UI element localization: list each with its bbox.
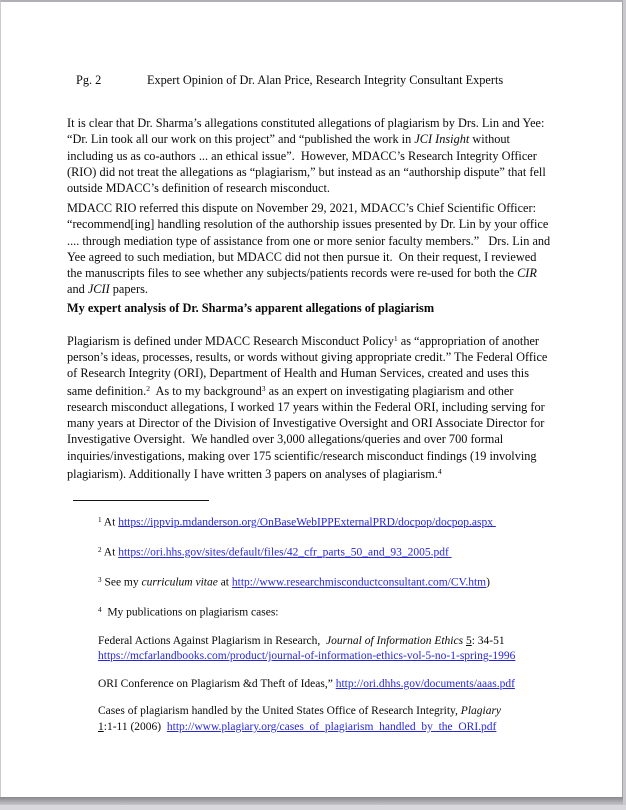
text-run: See my bbox=[101, 576, 142, 589]
page-header bbox=[76, 72, 622, 88]
text-run: MDACC RIO referred this dispute on November 29, 2021, MDACC’s Chief Scientific Officer: bbox=[67, 201, 537, 216]
text-run: 5 bbox=[465, 634, 472, 647]
text-run: :1-11 (2006) bbox=[103, 720, 167, 733]
text-run: : 34-51 bbox=[471, 634, 505, 647]
text-line bbox=[67, 448, 622, 464]
text-run: as “appropriation of another bbox=[397, 333, 540, 348]
text-run: “recommend[ing] handling resolution of the authorship issues presented by Dr. Lin by your office bbox=[67, 217, 549, 232]
text-line bbox=[67, 464, 622, 482]
hyperlink[interactable]: http://www.plagiary.org/cases_of_plagiarism_handled_by_the_ORI.pdf bbox=[166, 720, 497, 733]
text-run: the manuscripts files to see whether any subjects/patients records were re-used for both the bbox=[67, 266, 518, 281]
text-run: (RIO) did not treat the allegations as “plagiarism,” but instead as an “authorship dispute” that fell bbox=[67, 164, 546, 179]
text-line bbox=[98, 543, 622, 561]
footnote-marker: 1 bbox=[98, 515, 102, 524]
footnote-marker: 3 bbox=[261, 384, 266, 394]
hyperlink[interactable]: http://www.researchmisconductconsultant.com/CV.htm bbox=[231, 576, 487, 589]
text-run: CIR bbox=[517, 266, 537, 281]
publication-2 bbox=[98, 677, 622, 693]
paragraph-expert-background bbox=[67, 331, 622, 482]
text-run: “Dr. Lin took all our work on this project” and “published the work in bbox=[67, 132, 415, 147]
text-line bbox=[98, 704, 622, 720]
publication-1 bbox=[98, 634, 622, 665]
text-run: Plagiarism is defined under MDACC Research Misconduct Policy bbox=[67, 333, 394, 348]
hyperlink[interactable]: https://mcfarlandbooks.com/product/journal-of-information-ethics-vol-5-no-1-spring-1996 bbox=[98, 650, 516, 663]
hyperlink[interactable]: https://ippvip.mdanderson.org/OnBaseWebIPPExternalPRD/docpop/docpop.aspx bbox=[118, 516, 496, 529]
text-run: same definition. bbox=[67, 383, 147, 398]
text-run: and bbox=[67, 282, 88, 297]
document-title: Expert Opinion of Dr. Alan Price, Research Integrity Consultant Experts bbox=[147, 73, 504, 87]
text-line bbox=[67, 300, 622, 316]
footnote-3 bbox=[98, 573, 622, 591]
text-run: My publications on plagiarism cases: bbox=[101, 606, 279, 619]
text-line bbox=[67, 331, 622, 349]
text-line bbox=[67, 148, 622, 164]
text-run: At bbox=[101, 546, 119, 559]
hyperlink[interactable]: http://ori.dhhs.gov/documents/aaas.pdf bbox=[335, 677, 515, 690]
text-run: 1 bbox=[98, 720, 104, 733]
text-line bbox=[67, 349, 622, 365]
page-number: Pg. 2 bbox=[76, 73, 102, 87]
text-line bbox=[98, 573, 622, 591]
publication-3 bbox=[98, 704, 622, 735]
text-line bbox=[98, 720, 622, 736]
footnote-marker: 2 bbox=[146, 384, 151, 394]
text-run: Federal Actions Against Plagiarism in Research, bbox=[98, 634, 327, 647]
text-run: papers. bbox=[109, 282, 148, 297]
hyperlink[interactable]: https://ori.hhs.gov/sites/default/files/42_cfr_parts_50_and_93_2005.pdf bbox=[118, 546, 452, 559]
text-line bbox=[67, 115, 622, 131]
text-line bbox=[67, 431, 622, 447]
text-run: outside MDACC’s definition of research misconduct. bbox=[67, 181, 330, 196]
footnote-marker: 3 bbox=[98, 576, 102, 585]
text-line bbox=[67, 415, 622, 431]
text-run: person’s ideas, processes, results, or words without giving appropriate credit.” The Federal Office bbox=[67, 349, 548, 364]
text-line bbox=[67, 365, 622, 381]
text-run: as an expert on investigating plagiarism and other bbox=[265, 383, 514, 398]
footnote-4 bbox=[98, 603, 622, 621]
text-line bbox=[98, 677, 622, 693]
footnote-1 bbox=[98, 513, 622, 531]
page-bottom-shadow bbox=[0, 797, 623, 805]
document-body bbox=[67, 115, 622, 735]
text-run: JCII bbox=[87, 282, 110, 297]
text-line bbox=[67, 233, 622, 249]
text-run: As to my background bbox=[150, 383, 262, 398]
text-line bbox=[98, 634, 622, 650]
text-run: .... through mediation type of assistance from one or more senior faculty members.” Drs. Lin and bbox=[67, 233, 551, 248]
text-run: Journal of Information Ethics bbox=[326, 634, 464, 647]
paragraph-mediation bbox=[67, 200, 622, 297]
text-run: curriculum vitae bbox=[141, 576, 218, 589]
text-run: It is clear that Dr. Sharma’s allegations constituted allegations of plagiarism by Drs. Lin and Yee: bbox=[67, 116, 545, 131]
text-line bbox=[67, 399, 622, 415]
text-line bbox=[67, 131, 622, 147]
text-line bbox=[67, 180, 622, 196]
text-run: Yee agreed to such mediation, but MDACC did not then pursue it. On their request, I reviewed bbox=[67, 249, 537, 264]
next-page-edge bbox=[0, 805, 626, 810]
page-content bbox=[1, 2, 622, 736]
text-run: At bbox=[101, 516, 119, 529]
text-run: Plagiary bbox=[460, 705, 502, 718]
text-run: of Research Integrity (ORI), Department of Health and Human Services, created and uses this bbox=[67, 365, 529, 380]
text-run: including us as co-authors ... an ethical issue”. However, MDACC’s Research Integrity Officer bbox=[67, 148, 537, 163]
text-run: ORI Conference on Plagiarism &d Theft of Ideas,” bbox=[98, 677, 336, 690]
footnote-marker: 4 bbox=[98, 606, 102, 615]
text-line bbox=[67, 249, 622, 265]
text-run: at bbox=[217, 576, 232, 589]
text-run: Investigative Oversight. We handled over 3,000 allegations/queries and over 700 formal bbox=[67, 432, 504, 447]
text-line bbox=[67, 281, 622, 297]
text-run: without bbox=[469, 132, 510, 147]
text-run: ) bbox=[486, 576, 490, 589]
text-line bbox=[67, 164, 622, 180]
text-run: many years at Director of the Division of Investigative Oversight and ORI Associate Director for bbox=[67, 416, 545, 431]
footnote-separator bbox=[73, 500, 209, 501]
text-line bbox=[67, 200, 622, 216]
text-run: JCI Insight bbox=[414, 132, 470, 147]
footnote-marker: 2 bbox=[98, 546, 102, 555]
text-run: inquiries/investigations, making over 175 scientific/research misconduct findings (19 involving bbox=[67, 448, 537, 463]
footnote-marker: 4 bbox=[437, 466, 442, 476]
section-heading bbox=[67, 300, 622, 316]
footnote-marker: 1 bbox=[393, 333, 398, 343]
text-line bbox=[67, 216, 622, 232]
text-line bbox=[98, 513, 622, 531]
footnote-2 bbox=[98, 543, 622, 561]
text-line bbox=[98, 603, 622, 621]
text-line bbox=[67, 265, 622, 281]
paragraph-allegations bbox=[67, 115, 622, 196]
text-line bbox=[98, 649, 622, 665]
text-run: Cases of plagiarism handled by the United States Office of Research Integrity, bbox=[98, 705, 461, 718]
text-line bbox=[67, 381, 622, 399]
text-run: plagiarism). Additionally I have written 3 papers on analyses of plagiarism. bbox=[67, 466, 438, 481]
text-run: My expert analysis of Dr. Sharma’s apparent allegations of plagiarism bbox=[67, 301, 435, 316]
text-run: research misconduct allegations, I worked 17 years within the Federal ORI, including serving for bbox=[67, 400, 545, 415]
